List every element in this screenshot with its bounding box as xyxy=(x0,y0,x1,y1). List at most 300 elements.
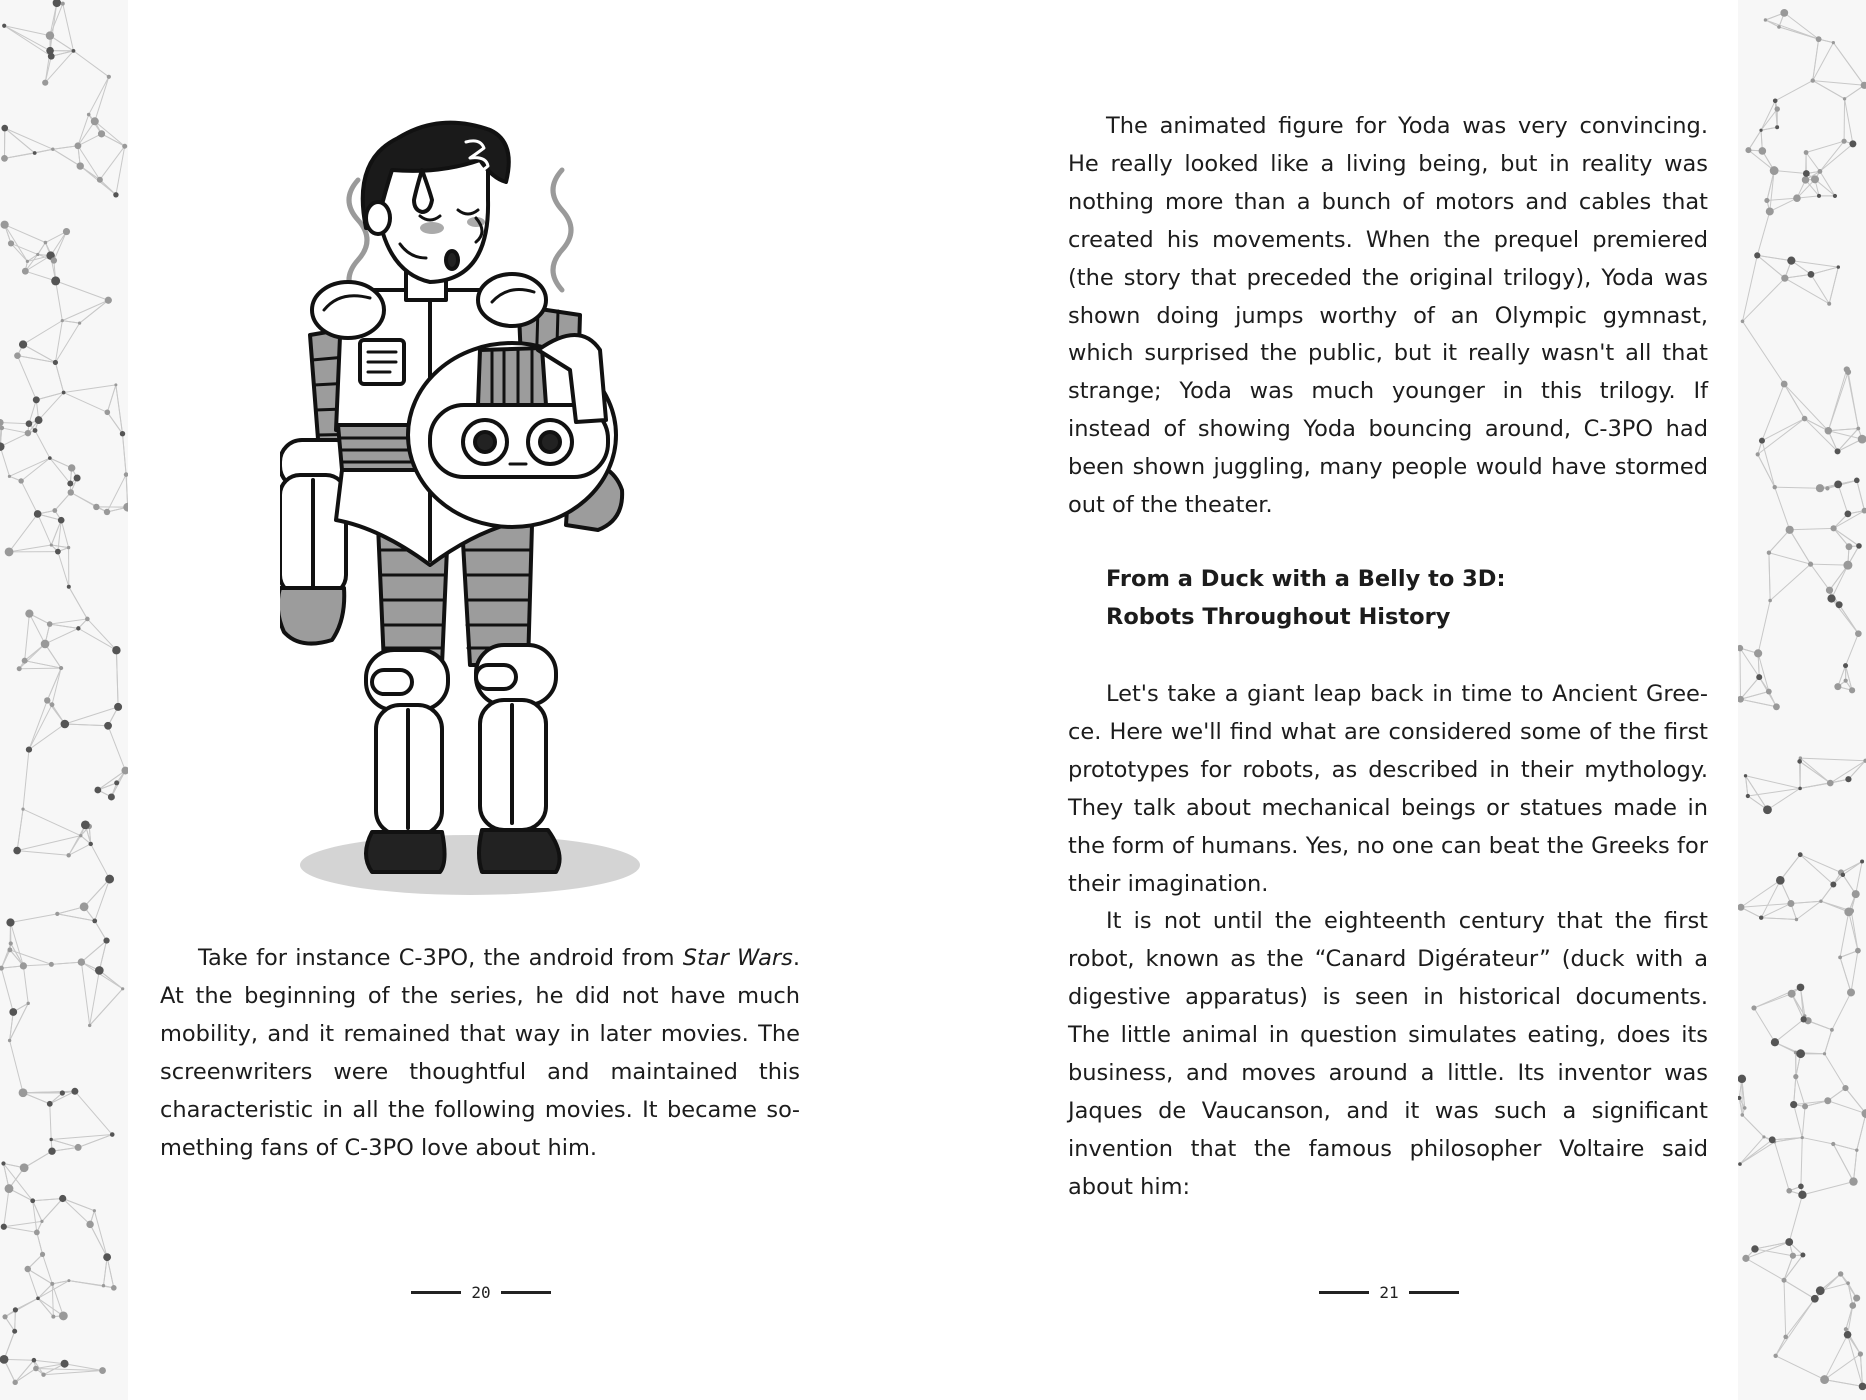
pattern-line xyxy=(1775,81,1813,101)
pattern-dot xyxy=(27,1002,30,1005)
pattern-dot xyxy=(107,75,111,79)
pattern-line xyxy=(1784,384,1828,431)
pattern-dot xyxy=(5,548,14,557)
pattern-dot xyxy=(1743,1106,1747,1110)
pattern-dot xyxy=(1860,860,1864,864)
pattern-line xyxy=(63,4,74,51)
pattern-dot xyxy=(1,155,8,162)
pattern-dot xyxy=(59,1312,68,1321)
pattern-line xyxy=(71,492,97,506)
pattern-line xyxy=(1796,1077,1805,1107)
pattern-line xyxy=(1776,1356,1825,1380)
pattern-dot xyxy=(103,937,109,943)
pattern-dot xyxy=(1834,480,1842,488)
pattern-dot xyxy=(1773,703,1780,710)
pattern-dot xyxy=(1775,125,1779,129)
pattern-dot xyxy=(1759,147,1767,155)
pattern-dot xyxy=(1766,207,1774,215)
pattern-line xyxy=(17,836,81,851)
pattern-line xyxy=(1802,1106,1805,1137)
pattern-dot xyxy=(32,1358,37,1363)
pattern-line xyxy=(53,146,78,149)
pattern-dot xyxy=(105,297,112,304)
pattern-dot xyxy=(123,503,128,512)
pattern-line xyxy=(45,644,61,668)
pattern-line xyxy=(1746,1258,1784,1280)
pattern-line xyxy=(1789,1195,1802,1242)
pattern-dot xyxy=(104,722,112,730)
pattern-line xyxy=(39,393,64,421)
pattern-dot xyxy=(59,666,63,670)
ancient-greece-paragraph: Let's take a giant leap back in time to Ancient Greece. Here we'll find what are considered some of the first prototypes for robots, as described in their mythology. They talk about mechanical beings or statues made in the form of humans. Yes, no one can beat the Greeks for their imagination. xyxy=(1068,681,1708,897)
pattern-line xyxy=(52,1147,78,1151)
pattern-line xyxy=(1774,171,1806,174)
pattern-line xyxy=(116,650,118,707)
pattern-line xyxy=(73,51,108,77)
pattern-dot xyxy=(40,1220,43,1223)
pattern-dot xyxy=(1,1224,7,1230)
pattern-line xyxy=(1800,855,1833,885)
pattern-line xyxy=(1775,1019,1804,1042)
pattern-line xyxy=(80,300,109,323)
pattern-dot xyxy=(1738,1096,1741,1100)
pattern-dot xyxy=(1827,302,1831,306)
pattern-dot xyxy=(1811,175,1819,183)
pattern-line xyxy=(1740,1142,1775,1164)
pattern-line xyxy=(1775,487,1820,488)
pattern-line xyxy=(21,481,38,514)
pattern-line xyxy=(1746,776,1801,789)
pattern-line xyxy=(23,966,28,1003)
pattern-line xyxy=(29,705,52,750)
pattern-line xyxy=(1743,321,1785,384)
pattern-line xyxy=(1825,1380,1863,1387)
pattern-line xyxy=(38,243,46,255)
pattern-dot xyxy=(1847,988,1855,996)
pattern-dot xyxy=(61,319,64,322)
pattern-line xyxy=(1830,565,1848,590)
paragraph-text-start: Take for instance C-3PO, the android from xyxy=(198,945,683,971)
pattern-line xyxy=(1754,1008,1775,1042)
pattern-dot xyxy=(1844,679,1848,683)
pattern-dot xyxy=(1811,1295,1819,1303)
pattern-dot xyxy=(1795,918,1798,921)
pattern-line xyxy=(56,281,109,300)
pattern-line xyxy=(1856,862,1862,895)
pattern-dot xyxy=(1754,649,1762,657)
pattern-line xyxy=(1806,141,1844,152)
pattern-dot xyxy=(80,902,89,911)
pattern-dot xyxy=(105,409,111,415)
pattern-dot xyxy=(1844,1327,1848,1331)
pattern-dot xyxy=(1855,1148,1858,1151)
pattern-line xyxy=(1741,699,1777,707)
pattern-line xyxy=(81,962,89,1025)
pattern-dot xyxy=(62,391,66,395)
pattern-dot xyxy=(1764,18,1767,21)
pattern-dot xyxy=(1842,1085,1848,1091)
pattern-line xyxy=(95,879,110,921)
pattern-line xyxy=(29,700,47,749)
pattern-dot xyxy=(0,419,4,426)
pattern-dot xyxy=(86,1221,93,1228)
pattern-line xyxy=(108,726,125,771)
pattern-dot xyxy=(1738,1075,1746,1083)
pattern-dot xyxy=(14,352,21,359)
pattern-line xyxy=(9,514,38,552)
pattern-dot xyxy=(21,808,24,811)
pattern-dot xyxy=(67,546,70,549)
pattern-line xyxy=(1761,918,1796,920)
page-number-rule xyxy=(501,1291,551,1294)
pattern-dot xyxy=(1751,1005,1756,1010)
pattern-line xyxy=(1761,109,1777,130)
pattern-line xyxy=(55,492,71,510)
pattern-dot xyxy=(99,1367,106,1374)
pattern-dot xyxy=(1738,904,1744,911)
pattern-dot xyxy=(1830,1028,1834,1032)
pattern-line xyxy=(23,750,29,810)
pattern-dot xyxy=(105,875,114,884)
pattern-line xyxy=(1857,480,1865,510)
pattern-dot xyxy=(1782,1278,1787,1283)
pattern-line xyxy=(63,1198,90,1224)
pattern-dot xyxy=(1852,890,1860,898)
pattern-dot xyxy=(1767,551,1771,555)
pattern-line xyxy=(1,950,10,968)
pattern-line xyxy=(1758,601,1770,654)
pattern-dot xyxy=(89,842,93,846)
pattern-dot xyxy=(78,322,81,325)
pattern-dot xyxy=(26,420,33,427)
pattern-line xyxy=(1828,372,1848,431)
pattern-dot xyxy=(1738,1162,1742,1166)
pattern-line xyxy=(1784,384,1804,419)
pattern-line xyxy=(1825,1030,1832,1054)
pattern-dot xyxy=(63,228,70,235)
pattern-dot xyxy=(53,0,61,7)
pattern-line xyxy=(99,941,106,971)
pattern-line xyxy=(1808,1021,1832,1030)
pattern-line xyxy=(107,385,116,412)
pattern-dot xyxy=(1798,1184,1804,1190)
pattern-dot xyxy=(61,1360,69,1368)
mouth xyxy=(446,251,458,269)
pattern-line xyxy=(11,243,27,261)
pattern-dot xyxy=(1800,1252,1805,1257)
pattern-dot xyxy=(85,617,90,622)
pattern-line xyxy=(51,51,73,56)
pattern-dot xyxy=(50,543,53,546)
pattern-dot xyxy=(67,585,71,589)
pattern-line xyxy=(65,724,108,726)
pattern-dot xyxy=(1845,776,1851,782)
pattern-dot xyxy=(1763,805,1772,814)
pattern-line xyxy=(10,923,11,950)
pattern-dot xyxy=(1831,1142,1835,1146)
pattern-dot xyxy=(104,509,110,515)
pattern-dot xyxy=(13,847,21,855)
pattern-line xyxy=(1784,1280,1786,1337)
pattern-line xyxy=(99,970,122,988)
pattern-dot xyxy=(1797,984,1805,992)
pattern-line xyxy=(1794,1101,1828,1105)
pattern-line xyxy=(1758,419,1805,455)
pattern-dot xyxy=(47,1101,53,1107)
pattern-dot xyxy=(1775,106,1780,111)
pattern-dot xyxy=(1825,427,1832,434)
pattern-dot xyxy=(114,780,119,785)
pattern-dot xyxy=(1751,1245,1758,1252)
page-number-rule xyxy=(1409,1291,1459,1294)
pattern-dot xyxy=(1854,478,1860,484)
pattern-line xyxy=(1769,530,1790,553)
pattern-dot xyxy=(1776,876,1785,885)
pattern-line xyxy=(1770,564,1810,600)
pattern-dot xyxy=(1781,381,1788,388)
pattern-line xyxy=(1791,901,1821,903)
pattern-dot xyxy=(2,24,6,28)
pattern-dot xyxy=(1862,508,1866,514)
pattern-line xyxy=(75,1091,112,1134)
pattern-dot xyxy=(1769,1136,1776,1143)
pattern-line xyxy=(44,1371,103,1375)
pattern-dot xyxy=(1787,900,1794,907)
ground-shadow xyxy=(300,835,640,895)
pattern-dot xyxy=(124,472,128,477)
pattern-line xyxy=(1829,267,1838,304)
pattern-line xyxy=(23,809,81,836)
pattern-dot xyxy=(55,912,59,916)
pattern-dot xyxy=(1816,484,1824,492)
pattern-dot xyxy=(1759,915,1763,919)
pattern-line xyxy=(1796,901,1820,919)
pattern-line xyxy=(64,385,116,393)
pattern-line xyxy=(1758,454,1775,487)
pattern-dot xyxy=(1759,129,1762,132)
pattern-dot xyxy=(17,666,22,671)
pattern-dot xyxy=(1843,97,1846,100)
pattern-line xyxy=(1833,1144,1853,1182)
pattern-dot xyxy=(1756,674,1762,680)
pattern-dot xyxy=(1823,1052,1826,1055)
heading-line-1: From a Duck with a Belly to 3D: xyxy=(1106,566,1506,592)
pattern-dot xyxy=(26,746,32,752)
pattern-line xyxy=(122,434,126,475)
pattern-line xyxy=(81,941,106,963)
pattern-dot xyxy=(25,610,33,618)
pattern-line xyxy=(102,134,125,146)
pattern-dot xyxy=(1744,774,1747,777)
pattern-dot xyxy=(75,142,82,149)
pattern-line xyxy=(1762,441,1775,487)
pattern-dot xyxy=(79,834,82,837)
pattern-dot xyxy=(9,941,13,945)
pattern-dot xyxy=(103,1253,111,1261)
pattern-line xyxy=(0,447,9,477)
pattern-dot xyxy=(61,2,65,6)
heading-line-2: Robots Throughout History xyxy=(1106,603,1451,630)
pattern-line xyxy=(4,1331,15,1359)
pattern-dot xyxy=(30,1198,35,1203)
pattern-line xyxy=(1857,1114,1866,1151)
pattern-dot xyxy=(18,478,23,483)
pattern-line xyxy=(1780,855,1800,881)
pattern-dot xyxy=(113,192,118,197)
pattern-dot xyxy=(93,1209,96,1212)
pattern-dot xyxy=(22,658,28,664)
pattern-dot xyxy=(1819,900,1822,903)
pattern-dot xyxy=(1802,176,1809,183)
pattern-line xyxy=(23,964,51,966)
pattern-line xyxy=(62,321,79,324)
pattern-line xyxy=(1785,274,1811,278)
pattern-dot xyxy=(1817,194,1821,198)
pattern-dot xyxy=(1738,645,1743,651)
pattern-dot xyxy=(1802,1103,1808,1109)
pattern-dot xyxy=(92,918,97,923)
pattern-dot xyxy=(1849,140,1856,147)
pattern-dot xyxy=(20,1163,29,1172)
pattern-dot xyxy=(110,1132,115,1137)
pattern-line xyxy=(5,1317,15,1331)
pattern-dot xyxy=(1746,794,1750,798)
pattern-line xyxy=(1820,144,1853,172)
pattern-line xyxy=(1784,13,1818,39)
pattern-line xyxy=(1,968,13,1012)
pattern-line xyxy=(81,962,122,989)
pattern-dot xyxy=(2,1314,7,1319)
pattern-dot xyxy=(1797,759,1802,764)
pattern-line xyxy=(116,146,125,195)
pattern-dot xyxy=(51,148,54,151)
pattern-dot xyxy=(33,396,40,403)
pattern-dot xyxy=(111,1285,117,1291)
pattern-line xyxy=(5,128,35,153)
pattern-dot xyxy=(48,1148,55,1155)
pattern-line xyxy=(107,475,126,512)
pattern-dot xyxy=(1846,543,1853,550)
pattern-line xyxy=(11,944,24,966)
pattern-dot xyxy=(1832,41,1835,44)
pattern-dot xyxy=(1849,687,1855,693)
pattern-line xyxy=(84,879,110,907)
pattern-line xyxy=(25,256,50,272)
pattern-line xyxy=(17,851,69,856)
left-margin-pattern xyxy=(0,0,128,1400)
pattern-dot xyxy=(55,549,61,555)
pattern-line xyxy=(1784,1280,1815,1299)
pattern-line xyxy=(1838,484,1848,514)
pattern-dot xyxy=(50,702,55,707)
pattern-line xyxy=(33,1198,63,1200)
pattern-line xyxy=(1802,1182,1853,1195)
pattern-dot xyxy=(1838,1271,1843,1276)
pattern-dot xyxy=(61,720,70,729)
pattern-line xyxy=(87,619,116,650)
pattern-dot xyxy=(44,697,50,703)
pattern-line xyxy=(25,614,30,661)
pattern-line xyxy=(55,362,63,392)
pattern-line xyxy=(43,1254,53,1284)
pattern-dot xyxy=(121,767,128,775)
pattern-dot xyxy=(88,1024,91,1027)
pattern-line xyxy=(24,1151,52,1168)
pattern-line xyxy=(103,1257,107,1286)
pattern-line xyxy=(1840,957,1851,992)
ear xyxy=(366,202,390,234)
pattern-line xyxy=(1811,564,1830,590)
pattern-dot xyxy=(1843,663,1848,668)
pattern-dot xyxy=(108,793,115,800)
pattern-dot xyxy=(1820,1375,1829,1384)
pattern-dot xyxy=(1824,1097,1831,1104)
pattern-line xyxy=(1853,1150,1856,1181)
pattern-line xyxy=(1800,758,1865,761)
pattern-line xyxy=(19,668,61,669)
pattern-dot xyxy=(58,517,65,524)
pattern-dot xyxy=(1796,1049,1805,1058)
pattern-line xyxy=(1794,1105,1803,1138)
right-margin-pattern xyxy=(1738,0,1866,1400)
pattern-dot xyxy=(1741,1113,1745,1117)
pattern-dot xyxy=(0,966,4,971)
pattern-line xyxy=(62,300,108,320)
pattern-line xyxy=(95,921,107,941)
pattern-line xyxy=(69,587,88,619)
pattern-line xyxy=(1758,653,1769,691)
page-number-rule xyxy=(1319,1291,1369,1294)
pattern-dot xyxy=(0,442,5,451)
pattern-line xyxy=(4,1359,34,1360)
pattern-line xyxy=(36,393,63,400)
pattern-dot xyxy=(19,340,27,348)
pattern-dot xyxy=(1,221,9,229)
pattern-line xyxy=(35,149,53,153)
pattern-line xyxy=(50,36,74,51)
pattern-dot xyxy=(67,1279,70,1282)
right-shoe xyxy=(479,830,560,872)
pattern-dot xyxy=(1846,1281,1850,1285)
pattern-dot xyxy=(1742,1255,1749,1262)
pattern-line xyxy=(2,428,28,433)
pattern-line xyxy=(0,423,29,424)
constellation-pattern-right xyxy=(1738,0,1866,1400)
pattern-line xyxy=(35,430,50,458)
pattern-dot xyxy=(1773,98,1778,103)
pattern-dot xyxy=(1801,1136,1804,1139)
pattern-line xyxy=(1748,130,1761,150)
pattern-line xyxy=(45,628,78,644)
pattern-dot xyxy=(81,820,90,829)
pattern-line xyxy=(63,1198,95,1210)
pattern-line xyxy=(1825,1354,1861,1380)
pattern-line xyxy=(78,628,116,650)
pattern-dot xyxy=(12,1329,17,1334)
pattern-line xyxy=(1846,666,1853,691)
pattern-line xyxy=(1833,43,1864,86)
pattern-dot xyxy=(51,276,60,285)
pattern-dot xyxy=(36,253,39,256)
pattern-dot xyxy=(1830,525,1836,531)
pattern-dot xyxy=(1793,194,1801,202)
pattern-line xyxy=(1765,20,1818,39)
pattern-dot xyxy=(0,426,4,431)
pattern-dot xyxy=(1855,630,1862,637)
pattern-line xyxy=(1800,855,1841,873)
pattern-dot xyxy=(1811,78,1815,82)
pattern-dot xyxy=(1773,485,1777,489)
